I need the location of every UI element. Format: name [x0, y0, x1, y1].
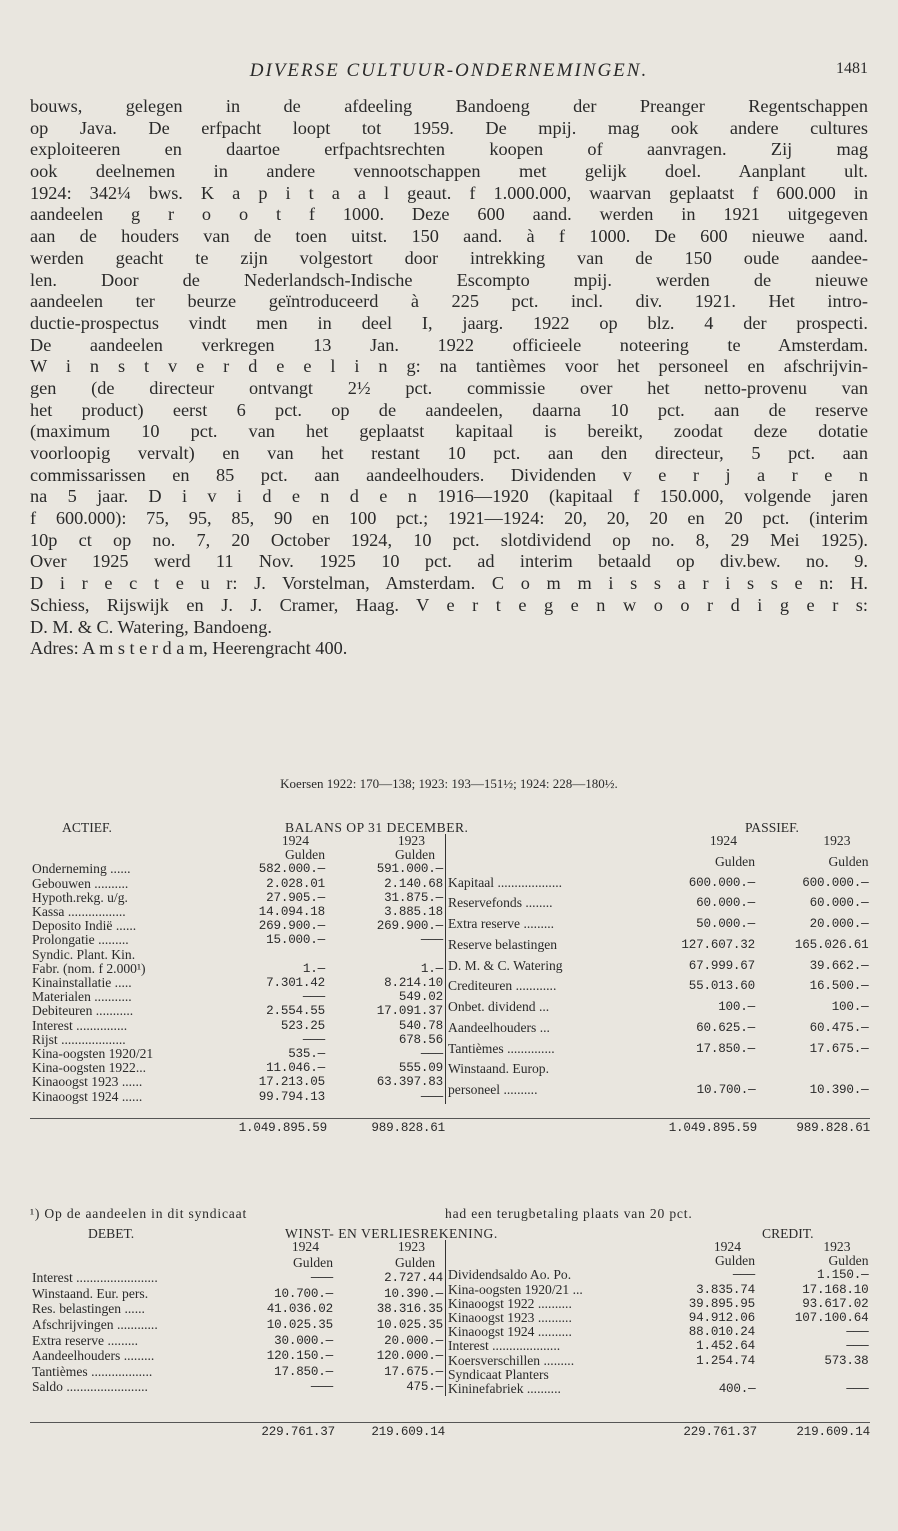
value-1924: 60.625.—: [696, 1020, 755, 1035]
row-label: Res. belastingen ......: [32, 1302, 145, 1317]
text-line: 10p ct op no. 7, 20 October 1924, 10 pct. slotdividend op no. 8, 29 Mei 1925).: [30, 529, 868, 550]
table-row: [446, 1311, 871, 1325]
row-label: Kinainstallatie .....: [32, 976, 132, 991]
value-1924: 1.254.74: [696, 1353, 755, 1368]
table-row: [446, 1368, 871, 1382]
value-1923: ———: [420, 1089, 443, 1104]
value-1923: ———: [846, 1325, 869, 1340]
year-1923: 1923: [823, 833, 851, 848]
row-label: Tantièmes ..................: [32, 1364, 153, 1379]
row-label: Koersverschillen .........: [448, 1353, 575, 1368]
table-row: [446, 1297, 871, 1311]
value-1924: 99.794.13: [258, 1089, 325, 1104]
balans-title: BALANS OP 31 DECEMBER.: [285, 820, 469, 835]
table-row: [446, 896, 871, 917]
table-row: [446, 1354, 871, 1368]
row-label: Saldo ........................: [32, 1380, 148, 1395]
value-1923: 573.38: [824, 1353, 869, 1368]
value-1923: 16.500.—: [809, 979, 869, 994]
koersen-line: Koersen 1922: 170—138; 1923: 193—151½; 1924: 228—180½.: [280, 776, 618, 791]
value-1923: 2.140.68: [384, 876, 443, 891]
value-1923: 20.000.—: [809, 917, 869, 931]
year-1924: 1924: [281, 833, 309, 848]
value-1923: 17.168.10: [802, 1282, 869, 1297]
actief-heading: ACTIEF.: [62, 820, 112, 835]
balans-columns: [30, 834, 870, 1104]
unit-label: Gulden: [828, 1253, 869, 1269]
value-1923: 20.000.—: [384, 1333, 443, 1348]
unit-row: [30, 1256, 445, 1272]
row-label: Dividendsaldo Ao. Po.: [448, 1268, 572, 1283]
value-1924: 17.850.—: [696, 1041, 755, 1056]
value-1924: 3.835.74: [696, 1282, 755, 1297]
value-1924: ———: [310, 1380, 333, 1395]
page-header: [0, 60, 898, 86]
value-1924: 10.700.—: [274, 1286, 333, 1301]
year-row: [30, 1240, 445, 1256]
table-row: [30, 919, 445, 933]
company-description: [30, 96, 868, 660]
value-1923: 100.—: [831, 1000, 869, 1014]
value-1924: 10.700.—: [696, 1083, 756, 1097]
row-label: Kina-oogsten 1920/21 ...: [448, 1282, 583, 1297]
value-1923: 93.617.02: [802, 1296, 869, 1311]
value-1923: 120.000.—: [376, 1349, 443, 1364]
row-label: personeel ..........: [448, 1083, 538, 1097]
year-1924: 1924: [291, 1239, 319, 1254]
row-label: Interest ....................: [448, 1339, 561, 1354]
winst-totals: [30, 1422, 870, 1439]
row-label: Deposito Indië ......: [32, 919, 137, 934]
value-1923: 10.390.—: [809, 1083, 869, 1097]
unit-label: Gulden: [714, 1253, 755, 1269]
value-1924: 1.—: [302, 961, 325, 976]
unit-label: Gulden: [394, 1254, 435, 1270]
value-1924: ———: [302, 1032, 325, 1047]
row-label: Fabr. (nom. f 2.000¹): [32, 961, 146, 976]
value-1923: 165.026.61: [794, 937, 869, 952]
value-1923: 678.56: [398, 1032, 443, 1047]
table-row: [30, 990, 445, 1004]
text-line: op Java. De erfpacht loopt tot 1959. De mpij. mag ook andere cultures: [30, 117, 868, 138]
row-label: Winstaand. Eur. pers.: [32, 1286, 149, 1301]
table-row: [446, 917, 871, 938]
unit-row: [30, 848, 445, 862]
row-label: Winstaand. Europ.: [448, 1062, 550, 1077]
winst-total-1924-right: 229.761.37: [445, 1422, 757, 1439]
table-row: [30, 1004, 445, 1018]
winst-section: [30, 1226, 870, 1439]
row-label: Hypoth.rekg. u/g.: [32, 890, 128, 905]
row-label: Gebouwen ..........: [32, 876, 129, 891]
row-label: Debiteuren ...........: [32, 1004, 134, 1019]
row-label: Kinaoogst 1924 ......: [32, 1089, 143, 1104]
row-label: Kinaoogst 1924 ..........: [448, 1325, 572, 1340]
text-line: f 600.000): 75, 95, 85, 90 en 100 pct.; 1921—1924: 20, 20, 20 en 20 pct. (interim: [30, 508, 868, 529]
value-1923: 1.—: [420, 961, 443, 976]
value-1923: 17.091.37: [376, 1004, 443, 1019]
value-1924: 100.—: [718, 1000, 755, 1014]
value-1924: 11.046.—: [266, 1061, 325, 1076]
value-1924: 94.912.06: [688, 1311, 755, 1326]
value-1924: 2.554.55: [266, 1004, 325, 1019]
unit-label: Gulden: [714, 853, 755, 869]
value-1924: 67.999.67: [688, 958, 755, 973]
year-row: [446, 834, 871, 855]
value-1924: 535.—: [288, 1047, 325, 1062]
unit-row: [446, 1254, 871, 1268]
text-line: Schiess, Rijswijk en J. J. Cramer, Haag. V e r t e g e n w o o r d i g e r s:: [30, 594, 868, 615]
table-row: [446, 1083, 871, 1104]
value-1924: 2.028.01: [266, 876, 325, 891]
value-1924: 39.895.95: [688, 1296, 755, 1311]
value-1923: 3.885.18: [384, 905, 443, 920]
text-line: D. M. & C. Watering, Bandoeng.: [30, 616, 272, 637]
value-1924: [646, 1062, 758, 1083]
value-1924: 400.—: [718, 1382, 756, 1397]
running-title: DIVERSE CULTUUR-ONDERNEMINGEN.: [249, 60, 649, 81]
winst-title: WINST- EN VERLIESREKENING.: [285, 1226, 498, 1241]
balans-total-1924-left: 1.049.895.59: [30, 1118, 327, 1135]
text-line: Adres: A m s t e r d a m, Heerengracht 400.: [30, 638, 348, 659]
passief-table: [445, 834, 871, 1104]
row-label: Aandeelhouders .........: [32, 1349, 155, 1364]
unit-label: Gulden: [284, 847, 325, 863]
table-row: [30, 862, 445, 876]
row-label: Interest ...............: [32, 1018, 128, 1033]
value-1923: 591.000.—: [376, 862, 443, 877]
table-row: [446, 876, 871, 897]
row-label: Interest ........................: [32, 1271, 158, 1286]
row-label: Kinaoogst 1923 ......: [32, 1075, 143, 1090]
year-1923: 1923: [397, 1239, 425, 1254]
row-label: Syndic. Plant. Kin.: [32, 947, 136, 962]
balans-heading-row: [30, 820, 870, 834]
text-line: (maximum 10 pct. van het geplaatst kapitaal is bereikt, zoodat deze dotatie: [30, 421, 868, 442]
row-label: Kapitaal ...................: [448, 875, 563, 890]
value-1924: 27.905.—: [266, 890, 325, 905]
balans-totals: [30, 1118, 870, 1135]
row-label: Extra reserve .........: [32, 1333, 139, 1348]
value-1923: 39.662.—: [809, 958, 869, 973]
value-1924: 55.013.60: [688, 979, 755, 994]
value-1924: [227, 948, 327, 962]
value-1924: 15.000.—: [266, 933, 325, 948]
table-row: [30, 1318, 445, 1334]
winst-total-1923-right: 219.609.14: [757, 1422, 870, 1439]
text-line: ductie-prospectus vindt men in deel I, jaarg. 1922 op blz. 4 der prospecti.: [30, 312, 868, 333]
row-label: Onbet. dividend ...: [448, 1000, 550, 1014]
value-1924: 10.025.35: [266, 1318, 333, 1333]
row-label: Materialen ...........: [32, 990, 132, 1005]
value-1923: 38.316.35: [376, 1302, 443, 1317]
footnote-right: had een terugbetaling plaats van 20 pct.: [445, 1206, 693, 1221]
table-row: [30, 1090, 445, 1104]
value-1924: 17.213.05: [258, 1075, 325, 1090]
winst-heading-row: [30, 1226, 870, 1240]
debet-table: [30, 1240, 445, 1396]
row-label: Kininefabriek ..........: [448, 1382, 561, 1397]
table-row: [30, 1075, 445, 1089]
value-1924: 30.000.—: [274, 1333, 333, 1348]
year-row: [30, 834, 445, 848]
value-1923: 2.727.44: [384, 1271, 443, 1286]
value-1923: [758, 1368, 871, 1382]
value-1924: 523.25: [280, 1018, 325, 1033]
year-1924: 1924: [713, 1239, 741, 1254]
value-1923: ———: [846, 1339, 869, 1354]
value-1923: 17.675.—: [384, 1364, 443, 1379]
actief-table: [30, 834, 445, 1104]
value-1924: ———: [302, 990, 325, 1005]
table-row: [446, 1339, 871, 1353]
value-1923: 549.02: [398, 990, 443, 1005]
value-1923: 10.390.—: [384, 1286, 443, 1301]
year-row: [446, 1240, 871, 1254]
passief-heading: PASSIEF.: [745, 820, 799, 835]
table-row: [30, 1302, 445, 1318]
value-1924: 50.000.—: [696, 917, 755, 931]
balans-total-1923-left: 989.828.61: [327, 1118, 445, 1135]
text-line: len. Door de Nederlandsch-Indische Escompto mpij. werden de nieuwe: [30, 269, 868, 290]
unit-row: [446, 855, 871, 876]
row-label: Kina-oogsten 1922...: [32, 1061, 147, 1076]
table-row: [30, 962, 445, 976]
balans-total-1923-right: 989.828.61: [757, 1118, 870, 1135]
credit-heading: CREDIT.: [762, 1226, 814, 1241]
value-1923: 540.78: [398, 1018, 443, 1033]
footnote-left: ¹) Op de aandeelen in dit syndicaat: [30, 1206, 248, 1221]
row-label: Kinaoogst 1922 ..........: [448, 1296, 572, 1311]
text-line: voorloopig vervalt) en van het restant 10 pct. aan den directeur, 5 pct. aan: [30, 443, 868, 463]
row-label: Kinaoogst 1923 ..........: [448, 1311, 572, 1326]
value-1923: 107.100.64: [794, 1311, 869, 1326]
row-label: Prolongatie .........: [32, 933, 129, 948]
text-line: werden geacht te zijn volgestort door intrekking van de 150 oude aandee-: [30, 247, 868, 268]
table-row: [30, 1287, 445, 1303]
table-row: [30, 1047, 445, 1061]
value-1924: ———: [732, 1268, 755, 1283]
value-1923: ———: [420, 933, 443, 948]
value-1923: 8.214.10: [384, 976, 443, 991]
text-line: Over 1925 werd 11 Nov. 1925 10 pct. ad interim betaald op div.bew. no. 9.: [30, 551, 868, 572]
text-line: aandeelen g r o o t f 1000. Deze 600 aand. werden in 1921 uitgegeven: [30, 204, 868, 225]
value-1924: [666, 1368, 758, 1382]
table-row: [30, 1019, 445, 1033]
text-line: commissarissen en 85 pct. aan aandeelhouders. Dividenden v e r j a r e n: [30, 464, 868, 485]
value-1924: 127.607.32: [681, 937, 755, 952]
text-line: exploiteeren en daartoe erfpachtsrechten koopen of aanvragen. Zij mag: [30, 139, 868, 160]
table-row: [30, 1271, 445, 1287]
value-1923: 269.900.—: [376, 919, 443, 934]
value-1924: 269.900.—: [258, 919, 325, 934]
table-row: [30, 933, 445, 947]
year-1923: 1923: [397, 833, 425, 848]
table-row: [446, 1283, 871, 1297]
table-row: [446, 979, 871, 1000]
footnote: [30, 1206, 870, 1222]
row-label: Onderneming ......: [32, 862, 131, 877]
value-1923: 1.150.—: [816, 1268, 869, 1283]
text-line: De aandeelen verkregen 13 Jan. 1922 officieele noteering te Amsterdam.: [30, 334, 868, 355]
unit-label: Gulden: [394, 847, 435, 863]
table-row: [446, 1021, 871, 1042]
balans-total-1924-right: 1.049.895.59: [445, 1118, 757, 1135]
table-row: [30, 1380, 445, 1396]
value-1924: 17.850.—: [274, 1364, 333, 1379]
row-label: Kina-oogsten 1920/21: [32, 1047, 154, 1062]
table-row: [30, 1365, 445, 1381]
table-row: [446, 1325, 871, 1339]
value-1924: 582.000.—: [258, 862, 325, 877]
row-label: D. M. & C. Watering: [448, 958, 563, 973]
text-line: aan de houders van de toen uitst. 150 aand. à f 1000. De 600 nieuwe aand.: [30, 226, 868, 247]
unit-label: Gulden: [828, 853, 869, 869]
table-row: [30, 1061, 445, 1075]
value-1924: 14.094.18: [258, 905, 325, 920]
text-line: bouws, gelegen in de afdeeling Bandoeng der Preanger Regentschappen: [30, 96, 868, 116]
value-1924: ———: [310, 1271, 333, 1286]
row-label: Afschrijvingen ............: [32, 1318, 158, 1333]
winst-columns: [30, 1240, 870, 1396]
value-1924: 120.150.—: [266, 1349, 333, 1364]
value-1923: ———: [846, 1382, 869, 1397]
value-1923: 10.025.35: [376, 1318, 443, 1333]
text-line: D i r e c t e u r: J. Vorstelman, Amsterdam. C o m m i s s a r i s s e n: H.: [30, 573, 868, 594]
value-1923: 60.475.—: [809, 1020, 869, 1035]
table-row: [30, 1033, 445, 1047]
text-line: 1924: 342¼ bws. K a p i t a a l geaut. f 1.000.000, waarvan geplaatst f 600.000 in: [30, 182, 868, 203]
table-row: [30, 948, 445, 962]
value-1923: 17.675.—: [809, 1041, 869, 1056]
row-label: Reservefonds ........: [448, 896, 553, 911]
table-row: [446, 1268, 871, 1282]
credit-table: [445, 1240, 871, 1396]
text-line: gen (de directeur ontvangt 2½ pct. commissie over het netto-provenu van: [30, 377, 868, 398]
row-label: Kassa .................: [32, 905, 126, 920]
value-1924: 1.452.64: [696, 1339, 755, 1354]
year-1923: 1923: [823, 1239, 851, 1254]
value-1924: 41.036.02: [266, 1302, 333, 1317]
value-1923: 555.09: [398, 1061, 443, 1076]
table-row: [30, 1349, 445, 1365]
value-1924: 60.000.—: [696, 896, 755, 911]
text-line: W i n s t v e r d e e l i n g: na tantièmes voor het personeel en afschrijvin-: [30, 356, 868, 377]
table-row: [30, 891, 445, 905]
debet-heading: DEBET.: [88, 1226, 135, 1241]
row-label: Aandeelhouders ...: [448, 1020, 550, 1035]
balans-section: [30, 820, 870, 1135]
table-row: [446, 1382, 871, 1396]
row-label: Extra reserve .........: [448, 917, 555, 931]
value-1923: 60.000.—: [809, 896, 869, 911]
table-row: [30, 877, 445, 891]
row-label: Syndicaat Planters: [448, 1367, 549, 1382]
value-1923: [758, 1062, 871, 1083]
winst-total-1924-left: 229.761.37: [30, 1422, 335, 1439]
text-line: het product) eerst 6 pct. op de aandeelen, daarna 10 pct. aan de reserve: [30, 399, 868, 420]
page-number: 1481: [836, 60, 868, 77]
value-1924: 600.000.—: [688, 875, 755, 890]
table-row: [446, 1042, 871, 1063]
unit-label: Gulden: [292, 1254, 333, 1270]
row-label: Crediteuren ............: [448, 979, 557, 994]
text-line: aandeelen ter beurze geïntroduceerd à 225 pct. incl. div. 1921. Het intro-: [30, 291, 868, 312]
text-line: ook deelnemen in andere vennootschappen met gelijk doel. Aanplant ult.: [30, 161, 868, 182]
table-row: [446, 938, 871, 959]
winst-total-1923-left: 219.609.14: [335, 1422, 445, 1439]
row-label: Tantièmes ..............: [448, 1041, 555, 1056]
row-label: Rijst ...................: [32, 1032, 126, 1047]
table-row: [446, 1062, 871, 1083]
value-1924: 88.010.24: [688, 1325, 755, 1340]
table-row: [446, 1000, 871, 1021]
year-1924: 1924: [709, 833, 737, 848]
table-row: [30, 976, 445, 990]
value-1923: 475.—: [406, 1380, 443, 1395]
value-1923: [327, 948, 445, 962]
value-1923: 31.875.—: [384, 890, 443, 905]
value-1923: ———: [420, 1047, 443, 1062]
row-label: Reserve belastingen: [448, 937, 558, 952]
value-1924: 7.301.42: [266, 976, 325, 991]
table-row: [30, 905, 445, 919]
value-1923: 63.397.83: [376, 1075, 443, 1090]
table-row: [30, 1334, 445, 1350]
table-row: [446, 959, 871, 980]
value-1923: 600.000.—: [802, 875, 869, 890]
text-line: na 5 jaar. D i v i d e n d e n 1916—1920 (kapitaal f 150.000, volgende jaren: [30, 486, 868, 507]
